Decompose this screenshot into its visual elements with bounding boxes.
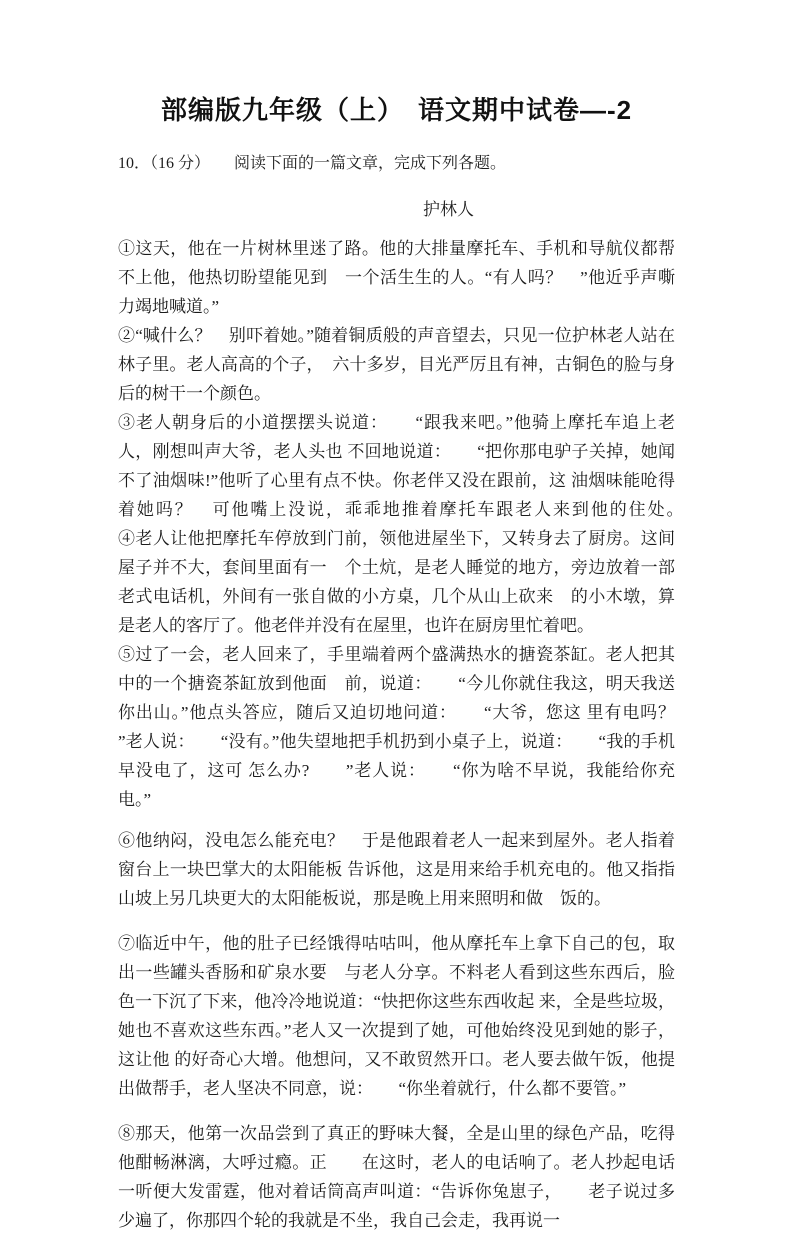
essay-paragraph-6: ⑦临近中午，他的肚子已经饿得咕咕叫，他从摩托车上拿下自己的包，取出一些罐头香肠和矿泉水要 与老人分享。不料老人看到这些东西后，脸色一下沉了下来，他冷冷地说道：“快把你这些东西收起 来，全是些垃圾，她也不喜欢这些东西。”老人又一次提到了她，可他始终没见到她的影子，这让他 的好奇心大增。他想问，又不敢贸然开口。老人要去做午饭，他提出做帮手，老人坚决不同意，说： “你坐着就行，什么都不要管。”	[118, 934, 675, 1098]
essay-body	[118, 234, 760, 1235]
essay-paragraph-1: ①这天，他在一片树林里迷了路。他的大排量摩托车、手机和导航仪都帮不上他，他热切盼望能见到 一个活生生的人。“有人吗？ ”他近乎声嘶力竭地喊道。”	[118, 239, 675, 316]
essay-paragraph-3: ③老人朝身后的小道摆摆头说道： “跟我来吧。”他骑上摩托车追上老人，刚想叫声大爷，老人头也 不回地说道： “把你那电驴子关掉，她闻不了油烟味!”他听了心里有点不快。你老伴又没在跟前，这 油烟味能呛得着她吗？ 可他嘴上没说，乖乖地推着摩托车跟老人来到他的住处。 ④老人让他把摩托车停放到门前，领他进屋坐下，又转身去了厨房。这间屋子并不大，套间里面有一 个土炕，是老人睡觉的地方，旁边放着一部老式电话机，外间有一张自做的小方桌，几个从山上砍来 的小木墩，算是老人的客厅了。他老伴并没有在屋里，也许在厨房里忙着吧。	[118, 413, 760, 635]
essay-paragraph-4: ⑤过了一会，老人回来了，手里端着两个盛满热水的搪瓷茶缸。老人把其中的一个搪瓷茶缸放到他面 前，说道： “今儿你就住我这，明天我送你出山。”他点头答应，随后又迫切地问道： “大爷，您这 里有电吗？ ”老人说： “没有。”他失望地把手机扔到小桌子上，说道： “我的手机早没电了，这可 怎么办? ”老人说： “你为啥不早说，我能给你充电。”	[118, 645, 692, 809]
essay-paragraph-5: ⑥他纳闷，没电怎么能充电？ 于是他跟着老人一起来到屋外。老人指着窗台上一块巴掌大的太阳能板 告诉他，这是用来给手机充电的。他又指指山坡上另几块更大的太阳能板说，那是晚上用来照明和做 饭的。	[118, 831, 675, 908]
essay-paragraph-2: ②“喊什么？ 别吓着她。”随着铜质般的声音望去，只见一位护林老人站在林子里。老人高高的个子， 六十多岁，目光严厉且有神，古铜色的脸与身后的树干一个颜色。	[118, 326, 675, 403]
question-header: 10．（16 分） 阅读下面的一篇文章，完成下列各题。	[118, 155, 507, 172]
essay-paragraph-7: ⑧那天，他第一次品尝到了真正的野味大餐，全是山里的绿色产品，吃得他酣畅淋漓，大呼过瘾。正 在这时，老人的电话响了。老人抄起电话一听便大发雷霆，他对着话筒高声叫道：“告诉你兔崽子， 老子说过多少遍了，你那四个轮的我就是不坐，我自己会走，我再说一	[118, 1124, 675, 1230]
page-title: 部编版九年级（上） 语文期中试卷—-2	[160, 95, 633, 125]
essay-title: 护林人	[423, 200, 474, 219]
